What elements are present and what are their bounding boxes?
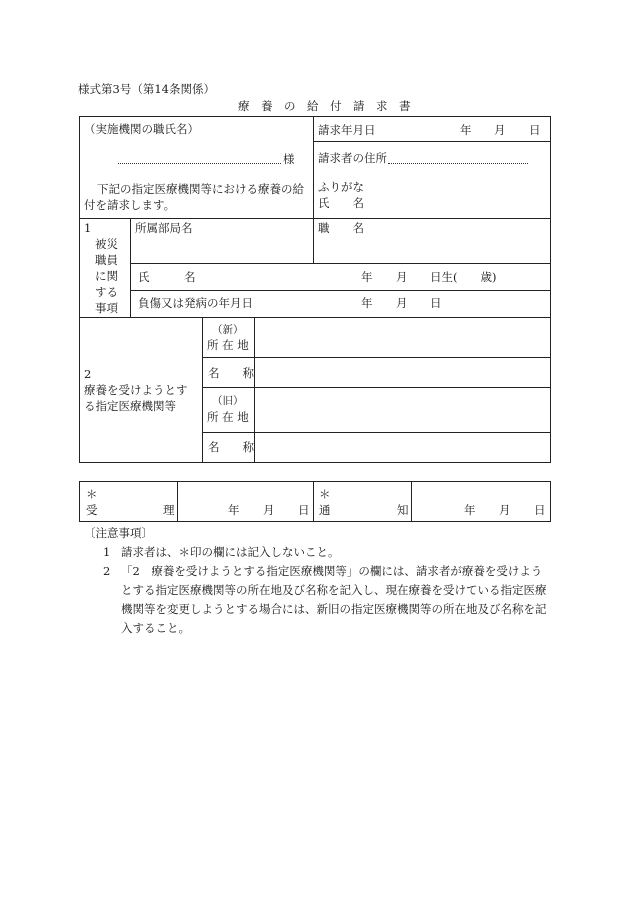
note-1-number: 1 [103,545,111,559]
received-asterisk: ＊ [86,487,98,501]
request-date-row-divider [313,141,551,142]
row-divider-section2 [79,317,551,318]
note-2-line3: 機関等を変更しようとする場合には、新旧の指定医療機関等の所在地及び名称を記 [121,602,547,616]
address-field[interactable] [388,163,528,164]
received-label-a: 受 [86,503,98,517]
notified-day: 日 [534,503,546,517]
received-label-b: 理 [163,503,175,517]
old-name-label: 名 称 [208,440,254,454]
section1-heading-line2: 職員 [95,253,118,267]
birth-day-age-label: 日生( 歳) [430,270,497,284]
notified-asterisk: ＊ [319,487,331,501]
request-date-month: 月 [494,123,506,137]
note-2-line2: とする指定医療機関等の所在地及び名称を記入し、現在療養を受けている指定医療 [121,583,547,597]
request-date-year: 年 [460,123,472,137]
notified-month: 月 [499,503,511,517]
form-number: 様式第3号（第14条関係） [78,82,215,96]
received-month: 月 [263,503,275,517]
received-day: 日 [298,503,310,517]
top-section-divider [313,116,314,263]
section1-heading-line5: 事項 [95,301,118,315]
request-date-label: 請求年月日 [318,123,376,137]
institution-label: （実施機関の職氏名） [84,122,199,136]
row-divider-injury [130,290,551,291]
office-divider-2 [313,481,314,522]
institution-name-field[interactable] [118,163,281,164]
section2-heading-line1: 療養を受けようとす [84,383,188,397]
department-label: 所属部局名 [135,221,193,235]
row-divider-new-name [202,357,551,358]
section1-number: 1 [84,221,92,235]
injury-day-label: 日 [430,296,442,310]
office-divider-3 [411,481,412,522]
section2-heading-divider [202,317,203,463]
request-date-day: 日 [529,123,541,137]
office-divider-1 [177,481,178,522]
injury-date-label: 負傷又は発病の年月日 [138,296,253,310]
new-name-label: 名 称 [208,366,254,380]
row-divider-old-location [202,387,551,388]
notes-heading: 〔注意事項〕 [84,526,153,540]
form-title: 療 養 の 給 付 請 求 書 [238,99,411,113]
request-statement-line1: 下記の指定医療機関等における療養の給 [97,182,304,196]
new-location-label: 所 在 地 [207,338,249,352]
row-divider-name [130,263,551,264]
section1-heading-line1: 被災 [95,237,118,251]
section1-heading-divider [130,218,131,317]
section1-heading-line3: に関 [95,269,118,283]
note-1-text: 請求者は、＊印の欄には記入しないこと。 [121,545,340,559]
position-label: 職 名 [318,221,364,235]
birth-year-label: 年 [361,270,373,284]
notified-label-b: 知 [397,503,409,517]
note-2-line4: 入すること。 [121,621,190,635]
honorific-sama: 様 [283,152,295,166]
notified-label-a: 通 [319,503,331,517]
employee-name-label: 氏 名 [138,270,196,284]
office-use-table [79,481,551,522]
notified-year: 年 [464,503,476,517]
received-year: 年 [228,503,240,517]
address-label: 請求者の住所 [318,151,387,165]
section2-number: 2 [84,367,92,381]
birth-month-label: 月 [396,270,408,284]
section1-heading-line4: する [95,285,118,299]
section2-heading-line2: る指定医療機関等 [84,399,176,413]
injury-month-label: 月 [396,296,408,310]
row-divider-section1 [79,218,551,219]
row-divider-old-name [202,432,551,433]
note-2-line1: 「2 療養を受けようとする指定医療機関等」の欄には、請求者が療養を受けよう [121,564,543,578]
note-2-number: 2 [103,564,111,578]
requester-name-label: 氏 名 [318,196,364,210]
request-statement-line2: 付を請求します。 [84,198,176,212]
new-institution-tag: （新） [212,324,244,336]
furigana-label: ふりがな [318,180,364,194]
old-location-label: 所 在 地 [207,410,249,424]
old-institution-tag: （旧） [212,395,244,407]
section2-label-divider [254,317,255,463]
injury-year-label: 年 [361,296,373,310]
